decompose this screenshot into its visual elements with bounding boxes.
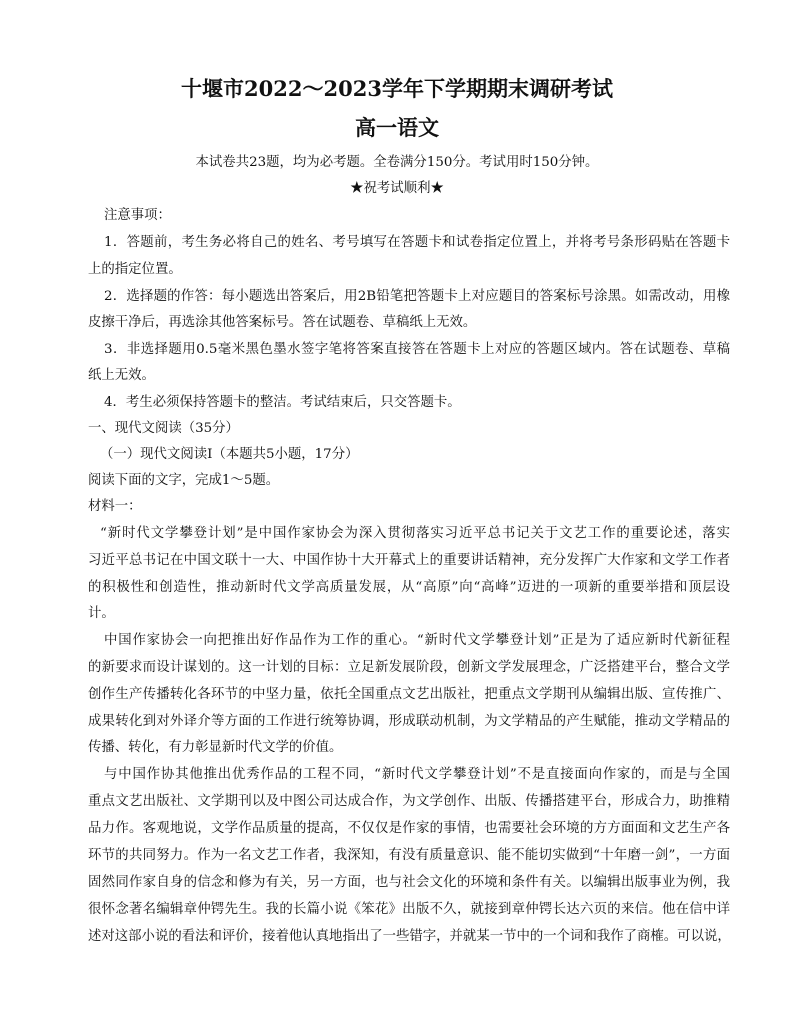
passage-p2-line-1: 中国作家协会一向把推出好作品作为工作的重心。“新时代文学攀登计划”正是为了适应新时代新征程 <box>104 633 730 648</box>
blessing-text: ★祝考试顺利★ <box>350 181 444 196</box>
passage-p2-line-5: 传播、转化，有力彰显新时代文学的价值。 <box>88 740 343 755</box>
notice-heading: 注意事项： <box>104 208 171 223</box>
section-instruction: 阅读下面的文字，完成1～5题。 <box>88 473 280 488</box>
passage-p3-line-5: 固然同作家自身的信念和修为有关，另一方面，也与社会文化的环境和条件有关。以编辑出版事业为例，我 <box>88 875 730 890</box>
passage-p3-line-2: 重点文艺出版社、文学期刊以及中图公司达成合作，为文学创作、出版、传播搭建平台，形成合力，助推精 <box>88 794 730 809</box>
passage-p1-line-4: 计。 <box>88 606 115 621</box>
passage-p3-line-6: 很怀念著名编辑章仲锷先生。我的长篇小说《笨花》出版不久，就接到章仲锷长达六页的来信。他在信中详 <box>88 902 730 917</box>
passage-p2-line-3: 创作生产传播转化各环节的中坚力量，依托全国重点文艺出版社，把重点文学期刊从编辑出版、宣传推广、 <box>88 687 730 702</box>
notice-item-1-line-2: 上的指定位置。 <box>88 262 182 277</box>
exam-title: 十堰市2022～2023学年下学期期末调研考试 <box>181 76 613 101</box>
passage-p1-line-3: 的积极性和创造性，推动新时代文学高质量发展，从“高原”向“高峰”迈进的一项新的重要举措和顶层设 <box>88 580 730 595</box>
notice-item-2-line-1: 2．选择题的作答：每小题选出答案后，用2B铅笔把答题卡上对应题目的答案标号涂黑。如需改动，用橡 <box>104 289 730 304</box>
passage-p2-line-4: 成果转化到对外译介等方面的工作进行统筹协调，形成联动机制，为文学精品的产生赋能，推动文学精品的 <box>88 714 730 729</box>
section-part-1: 一、现代文阅读（35分） <box>88 421 239 436</box>
notice-item-1-line-1: 1．答题前，考生务必将自己的姓名、考号填写在答题卡和试卷指定位置上，并将考号条形码贴在答题卡 <box>104 235 730 250</box>
passage-p3-line-4: 环节的共同努力。作为一名文艺工作者，我深知，有没有质量意识、能不能切实做到“十年磨一剑”，一方面 <box>88 848 730 863</box>
passage-p3-line-1: 与中国作协其他推出优秀作品的工程不同，“新时代文学攀登计划”不是直接面向作家的，而是与全国 <box>104 767 730 782</box>
notice-item-2-line-2: 皮擦干净后，再选涂其他答案标号。答在试题卷、草稿纸上无效。 <box>88 315 477 330</box>
exam-subject: 高一语文 <box>355 115 439 140</box>
passage-p1-line-1: “新时代文学攀登计划”是中国作家协会为深入贯彻落实习近平总书记关于文艺工作的重要论述，落实 <box>100 526 730 541</box>
passage-p3-line-3: 品力作。客观地说，文学作品质量的提高，不仅仅是作家的事情，也需要社会环境的方方面面和文艺生产各 <box>88 821 730 836</box>
section-part-1-sub: （一）现代文阅读Ⅰ（本题共5小题，17分） <box>100 447 359 462</box>
passage-p2-line-2: 的新要求而设计谋划的。这一计划的目标：立足新发展阶段，创新文学发展理念，广泛搭建平台，整合文学 <box>88 660 730 675</box>
passage-p3-line-7: 述对这部小说的看法和评价，接着他认真地指出了一些错字，并就某一节中的一个词和我作了商榷。可以说， <box>88 929 731 944</box>
notice-item-3-line-2: 纸上无效。 <box>88 368 155 383</box>
notice-item-4: 4．考生必须保持答题卡的整洁。考试结束后，只交答题卡。 <box>104 395 461 410</box>
material-label: 材料一： <box>88 499 142 514</box>
exam-info: 本试卷共23题，均为必考题。全卷满分150分。考试用时150分钟。 <box>195 155 599 170</box>
notice-item-3-line-1: 3．非选择题用0.5毫米黑色墨水签字笔将答案直接答在答题卡上对应的答题区域内。答在试题卷、草稿 <box>104 342 730 357</box>
passage-p1-line-2: 习近平总书记在中国文联十一大、中国作协十大开幕式上的重要讲话精神，充分发挥广大作家和文学工作者 <box>88 553 730 568</box>
